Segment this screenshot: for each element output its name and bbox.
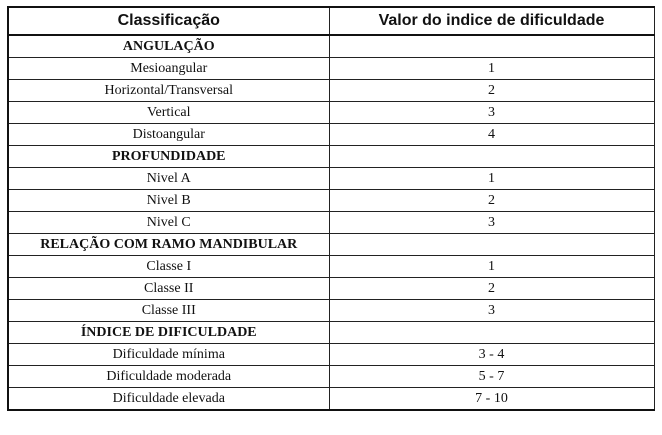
table-row: [8, 102, 654, 124]
table-row: [8, 58, 654, 80]
table-row: [8, 278, 654, 300]
classification-cell: Classe I: [8, 256, 329, 278]
difficulty-value-cell: 1: [329, 58, 654, 80]
classification-cell: Mesioangular: [8, 58, 329, 80]
table-row: [8, 300, 654, 322]
table-body: [8, 35, 654, 410]
section-row: [8, 322, 654, 344]
difficulty-value-cell: 3: [329, 212, 654, 234]
table-header: [8, 7, 654, 35]
classification-cell: Classe III: [8, 300, 329, 322]
classification-cell: Dificuldade elevada: [8, 388, 329, 411]
difficulty-value-cell: 7 - 10: [329, 388, 654, 411]
table-row: [8, 190, 654, 212]
header-difficulty-value: Valor do indice de dificuldade: [329, 7, 654, 35]
difficulty-index-table: [7, 6, 655, 411]
section-heading: ÍNDICE DE DIFICULDADE: [8, 322, 329, 344]
difficulty-value-cell: 3 - 4: [329, 344, 654, 366]
difficulty-value-cell: 1: [329, 256, 654, 278]
classification-cell: Horizontal/Transversal: [8, 80, 329, 102]
table-row: [8, 80, 654, 102]
difficulty-value-cell: 5 - 7: [329, 366, 654, 388]
table-row: [8, 168, 654, 190]
classification-cell: Nivel B: [8, 190, 329, 212]
table-row: [8, 124, 654, 146]
classification-cell: Distoangular: [8, 124, 329, 146]
classification-cell: Vertical: [8, 102, 329, 124]
difficulty-value-cell: 3: [329, 102, 654, 124]
difficulty-value-cell: 4: [329, 124, 654, 146]
table-row: [8, 344, 654, 366]
table-row: [8, 388, 654, 411]
classification-cell: Classe II: [8, 278, 329, 300]
section-row: [8, 35, 654, 58]
table-row: [8, 256, 654, 278]
section-heading: RELAÇÃO COM RAMO MANDIBULAR: [8, 234, 329, 256]
section-heading: PROFUNDIDADE: [8, 146, 329, 168]
difficulty-index-document: [7, 6, 653, 411]
section-row: [8, 146, 654, 168]
difficulty-value-cell: [329, 146, 654, 168]
section-row: [8, 234, 654, 256]
classification-cell: Dificuldade moderada: [8, 366, 329, 388]
difficulty-value-cell: 2: [329, 190, 654, 212]
section-heading: ANGULAÇÃO: [8, 35, 329, 58]
classification-cell: Nivel C: [8, 212, 329, 234]
table-row: [8, 366, 654, 388]
difficulty-value-cell: 3: [329, 300, 654, 322]
classification-cell: Nivel A: [8, 168, 329, 190]
header-classification: Classificação: [8, 7, 329, 35]
header-row: [8, 7, 654, 35]
difficulty-value-cell: [329, 35, 654, 58]
difficulty-value-cell: 1: [329, 168, 654, 190]
difficulty-value-cell: [329, 322, 654, 344]
difficulty-value-cell: [329, 234, 654, 256]
difficulty-value-cell: 2: [329, 80, 654, 102]
classification-cell: Dificuldade mínima: [8, 344, 329, 366]
difficulty-value-cell: 2: [329, 278, 654, 300]
table-row: [8, 212, 654, 234]
